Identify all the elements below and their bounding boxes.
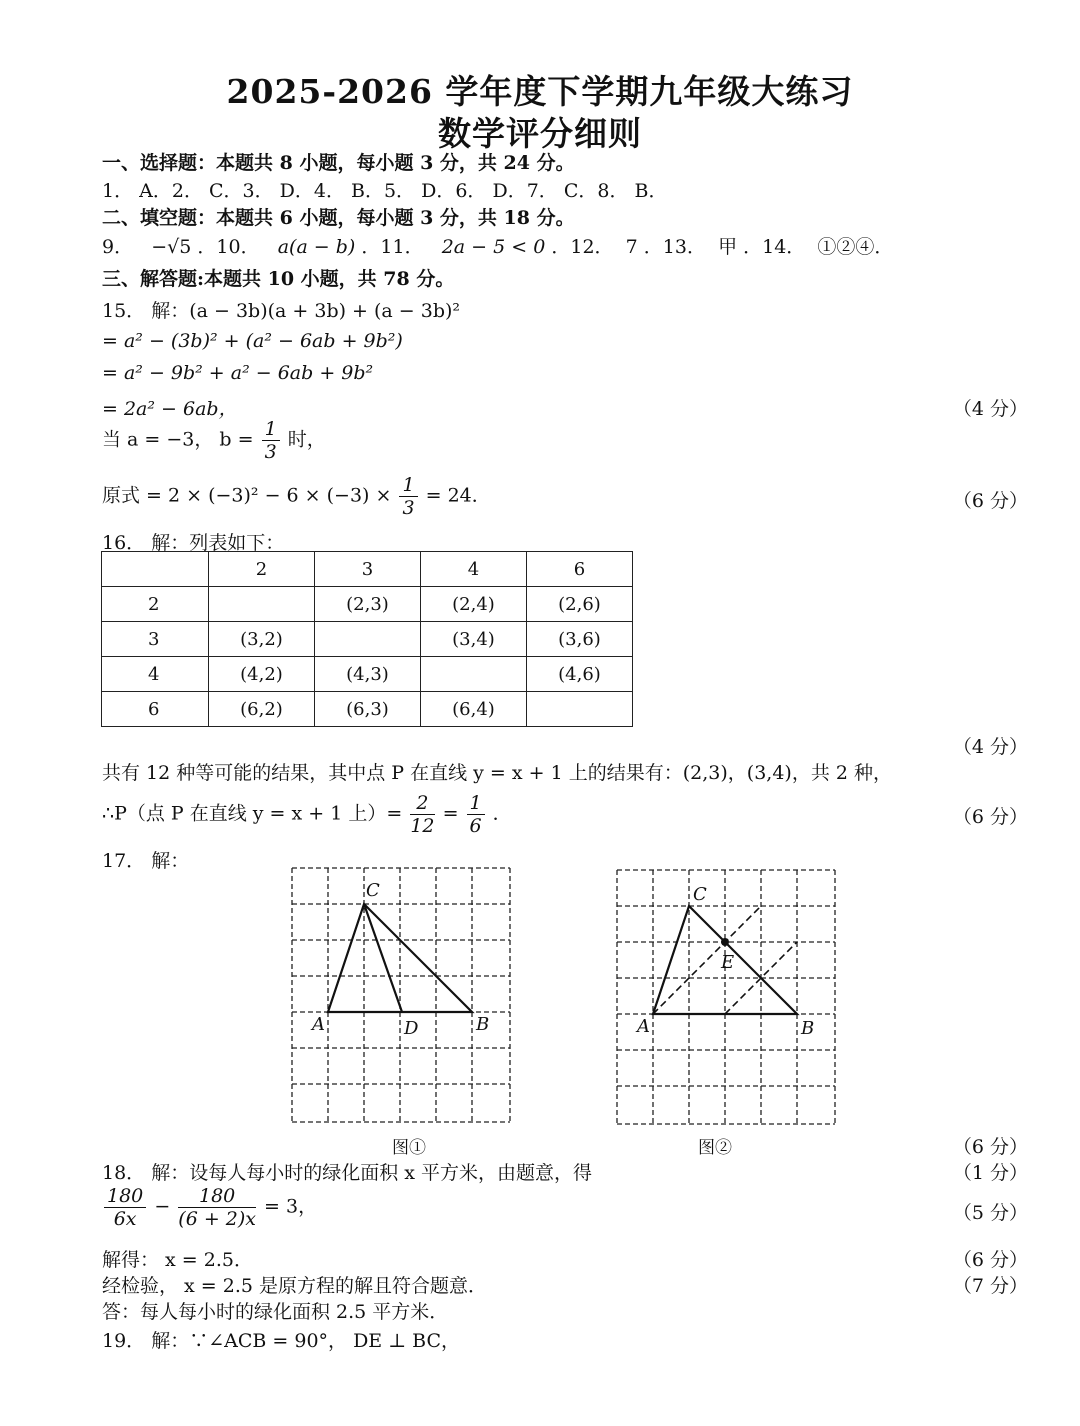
- table-row: [102, 657, 633, 692]
- q14-answer: ①②④．: [817, 236, 894, 258]
- fraction-one-sixth: [467, 792, 485, 837]
- q10-label: ．10．: [197, 236, 260, 258]
- q9-answer: −√5: [151, 236, 192, 258]
- q12-answer: 7: [625, 236, 638, 258]
- q18-solution: 解得： x = 2.5．: [102, 1249, 253, 1271]
- q16-intro: 16． 解：列表如下：: [102, 532, 285, 554]
- q15-line2: = a² − (3b)² + (a² − 6ab + 9b²): [102, 330, 403, 352]
- q14-label: ．14．: [743, 236, 806, 258]
- q15-line5: [102, 418, 326, 463]
- equals-sign: =: [442, 802, 459, 825]
- table-cell: 4: [102, 657, 209, 692]
- q18-score-7: （7 分）: [952, 1275, 1028, 1297]
- table-cell: [209, 587, 315, 622]
- fraction-numerator: 1: [467, 792, 485, 815]
- q15-result: = 24．: [425, 484, 491, 507]
- table-cell: (2,3): [315, 587, 421, 622]
- section3-heading: 三、解答题:本题共 10 小题，共 78 分。: [102, 268, 455, 290]
- fraction-denominator: 6: [469, 815, 482, 837]
- q18-line1: 18． 解：设每人每小时的绿化面积 x 平方米，由题意，得: [102, 1162, 593, 1184]
- figure-2-grid: [617, 870, 835, 1124]
- table-cell: (6,3): [315, 692, 421, 727]
- table-cell: [421, 657, 527, 692]
- fraction-denominator: 6x: [113, 1208, 137, 1230]
- q12-label: ．12．: [551, 236, 614, 258]
- q18-equation: [102, 1185, 317, 1230]
- q18-check: 经检验， x = 2.5 是原方程的解且符合题意．: [102, 1275, 488, 1297]
- table-cell: (3,4): [421, 622, 527, 657]
- table-cell: (2,6): [527, 587, 633, 622]
- table-cell: 6: [527, 552, 633, 587]
- figure-1-grid-triangle: [290, 866, 514, 1128]
- figure-1-caption: 图①: [392, 1138, 426, 1158]
- probability-label: ∴P（点 P 在直线 y = x + 1 上）=: [102, 802, 403, 825]
- table-row: [102, 587, 633, 622]
- table-row: [102, 692, 633, 727]
- table-cell: (3,2): [209, 622, 315, 657]
- q16-score-6: （6 分）: [952, 806, 1028, 828]
- section1-heading: 一、选择题：本题共 8 小题，每小题 3 分，共 24 分。: [102, 152, 575, 174]
- q13-label: ．13．: [643, 236, 706, 258]
- q18-answer: 答：每人每小时的绿化面积 2.5 平方米．: [102, 1301, 449, 1323]
- table-cell: (6,2): [209, 692, 315, 727]
- table-cell: (2,4): [421, 587, 527, 622]
- fig1-label-d: D: [404, 1018, 419, 1039]
- figure-2-caption: 图②: [698, 1138, 732, 1158]
- q15-line6: [102, 474, 491, 519]
- fraction-denominator: 3: [264, 441, 277, 463]
- fraction-numerator: 180: [104, 1185, 146, 1208]
- q16-probability: [102, 792, 512, 837]
- table-cell: (4,3): [315, 657, 421, 692]
- table-cell: [527, 692, 633, 727]
- table-cell: [102, 552, 209, 587]
- q11-answer: 2a − 5 < 0: [441, 236, 546, 258]
- table-cell: [315, 622, 421, 657]
- q18-score-5: （5 分）: [952, 1202, 1028, 1224]
- q10-answer: a(a − b): [277, 236, 356, 258]
- q15-condition: 当 a = −3， b =: [102, 428, 254, 451]
- q15-line3: = a² − 9b² + a² − 6ab + 9b²: [102, 362, 374, 384]
- q16-score-4: （4 分）: [952, 736, 1028, 758]
- equals-three: = 3，: [264, 1195, 318, 1218]
- point-e: [721, 938, 729, 946]
- fig2-label-e: E: [721, 952, 735, 973]
- table-cell: (4,2): [209, 657, 315, 692]
- fraction-two-twelfths: [410, 792, 434, 837]
- table-cell: (4,6): [527, 657, 633, 692]
- table-row: [102, 622, 633, 657]
- q18-score-1: （1 分）: [952, 1162, 1028, 1184]
- fraction-one-third-2: [399, 474, 417, 519]
- q13-answer: 甲: [718, 236, 738, 258]
- fraction-denominator: 3: [402, 497, 415, 519]
- fig1-label-c: C: [366, 880, 380, 901]
- fig1-label-b: B: [476, 1014, 490, 1035]
- outcome-table: [101, 551, 633, 727]
- fraction-180-over-6x: [104, 1185, 146, 1230]
- section2-answers: [102, 232, 893, 259]
- segment-cd: [364, 904, 402, 1012]
- fraction-one-third: [262, 418, 280, 463]
- q16-result: 共有 12 种等可能的结果，其中点 P 在直线 y = x + 1 上的结果有：(2,3)，(3,4)，共 2 种，: [102, 762, 892, 784]
- table-cell: 3: [315, 552, 421, 587]
- period: ．: [492, 802, 512, 825]
- fraction-numerator: 180: [178, 1185, 256, 1208]
- fraction-denominator: 12: [410, 815, 435, 837]
- table-cell: 4: [421, 552, 527, 587]
- q15-line4: = 2a² − 6ab，: [102, 398, 238, 420]
- q15-substitution: 原式 = 2 × (−3)² − 6 × (−3) ×: [102, 484, 392, 507]
- q15-line1: 15． 解：(a − 3b)(a + 3b) + (a − 3b)²: [102, 300, 461, 322]
- fraction-numerator: 1: [262, 418, 280, 441]
- table-cell: 2: [209, 552, 315, 587]
- q19-line1: 19． 解：∵∠ACB = 90°， DE ⊥ BC，: [102, 1330, 460, 1352]
- table-cell: 2: [102, 587, 209, 622]
- fraction-numerator: 1: [399, 474, 417, 497]
- minus-sign: −: [154, 1195, 171, 1218]
- fig2-label-a: A: [637, 1016, 650, 1037]
- table-cell: 6: [102, 692, 209, 727]
- figure-2-grid-triangle: [615, 868, 839, 1130]
- fraction-denominator: (6 + 2)x: [178, 1208, 256, 1230]
- q15-score-6: （6 分）: [952, 490, 1028, 512]
- table-cell: (6,4): [421, 692, 527, 727]
- q18-score-6: （6 分）: [952, 1249, 1028, 1271]
- fraction-numerator: 2: [410, 792, 434, 815]
- page-title: 2025-2026 学年度下学期九年级大练习: [226, 72, 854, 111]
- table-row: [102, 552, 633, 587]
- q15-score-4: （4 分）: [952, 398, 1028, 420]
- section1-answers: 1． A．2． C．3． D．4． B．5． D．6． D．7． C．8． B．: [102, 180, 668, 202]
- q17-score-6: （6 分）: [952, 1136, 1028, 1158]
- q15-condition-end: 时，: [287, 428, 326, 451]
- page-subtitle: 数学评分细则: [438, 114, 642, 153]
- fig2-label-b: B: [801, 1018, 815, 1039]
- fig2-label-c: C: [693, 884, 707, 905]
- section2-heading: 二、填空题：本题共 6 小题，每小题 3 分，共 18 分。: [102, 207, 575, 229]
- table-cell: (3,6): [527, 622, 633, 657]
- fig1-label-a: A: [312, 1014, 325, 1035]
- q17-intro: 17． 解：: [102, 850, 190, 872]
- fraction-180-over-8x: [178, 1185, 256, 1230]
- table-cell: 3: [102, 622, 209, 657]
- q9-label: 9．: [102, 236, 134, 258]
- q11-label: ．11．: [361, 236, 424, 258]
- figure-1-grid: [292, 868, 510, 1122]
